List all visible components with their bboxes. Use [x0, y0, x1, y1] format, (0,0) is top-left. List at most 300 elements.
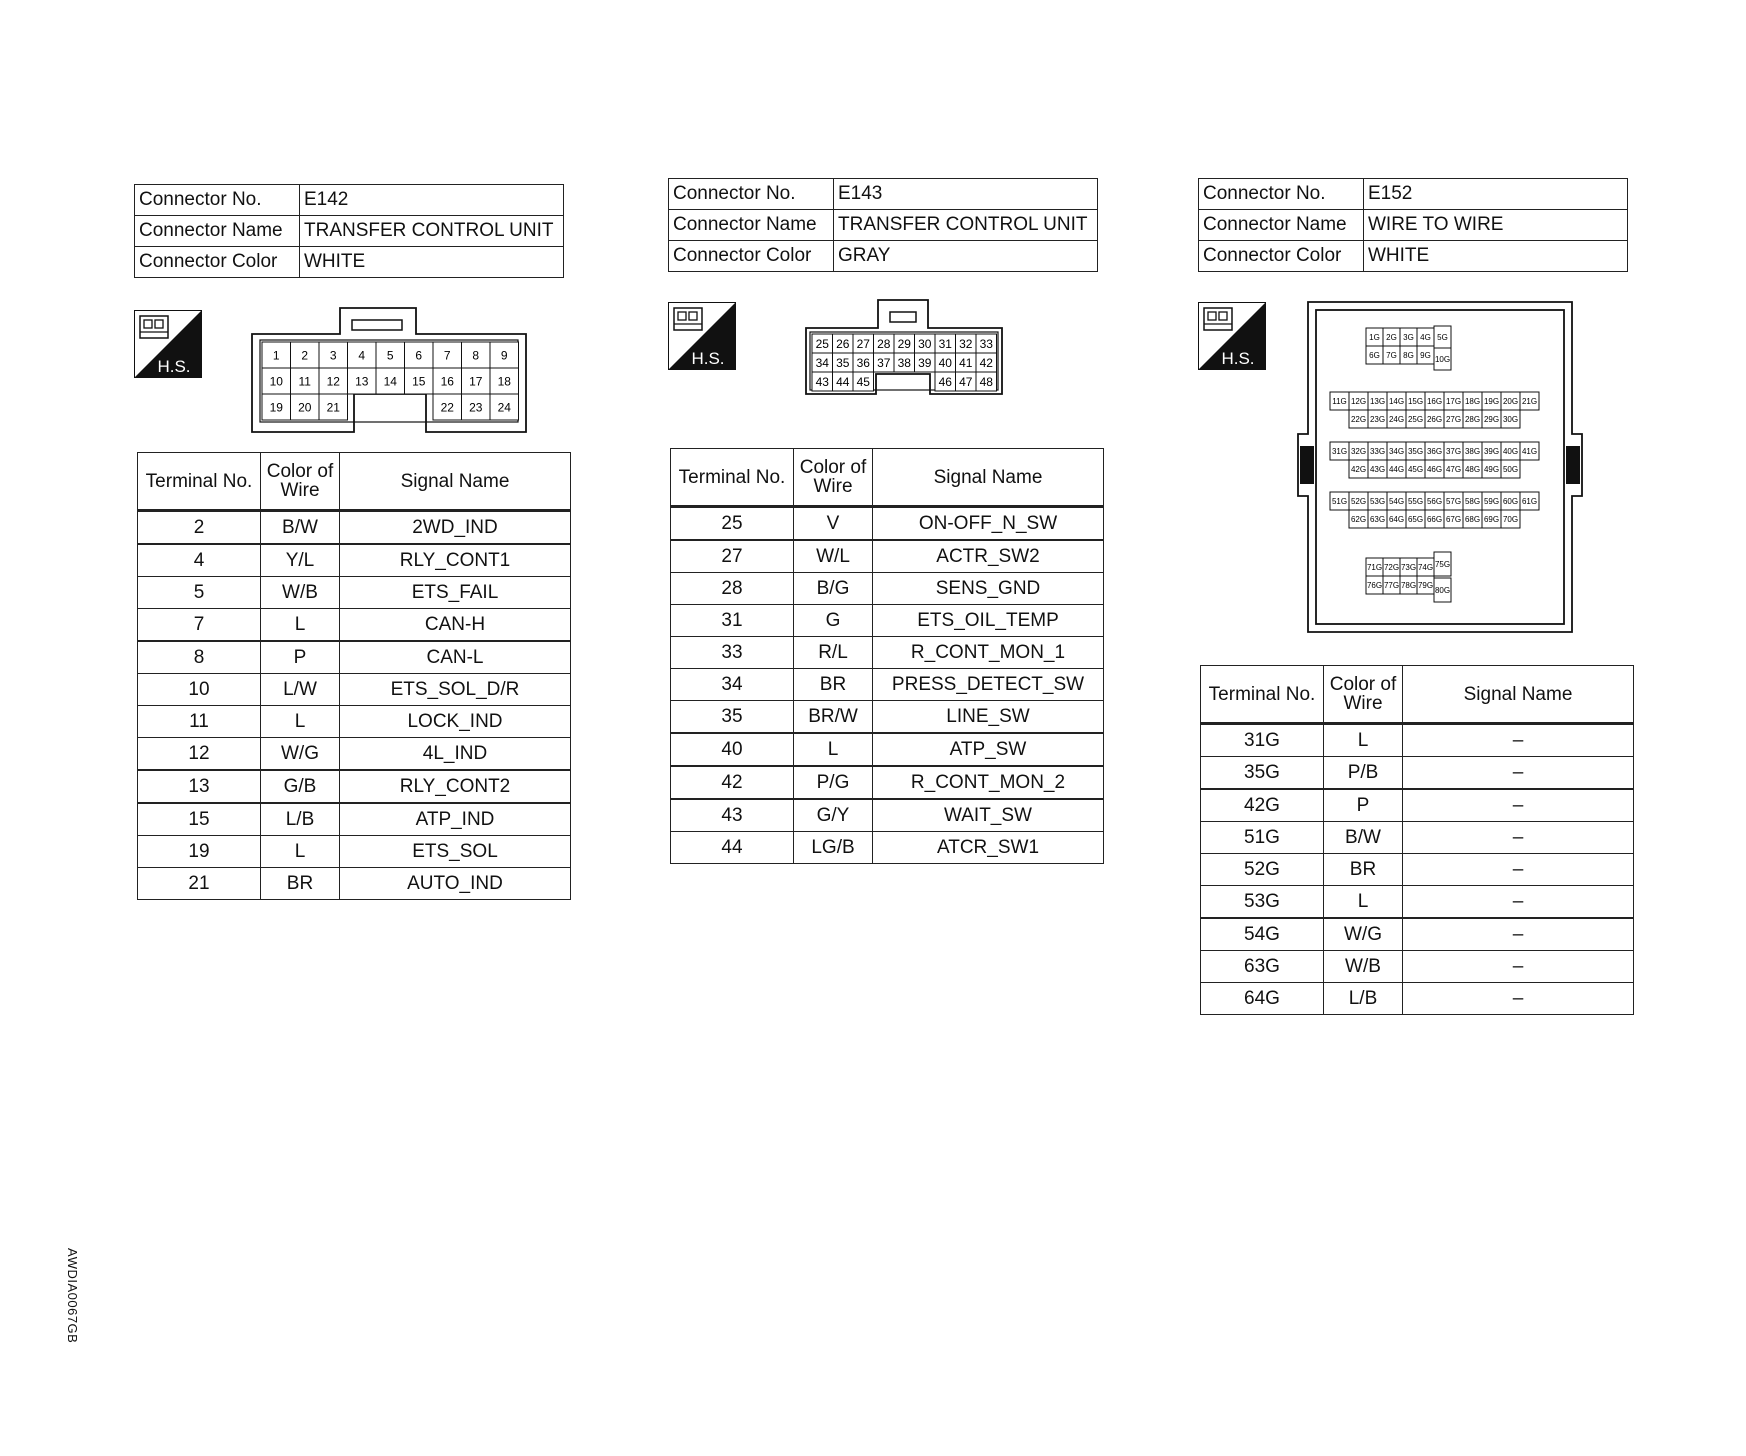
info-value: WHITE [1364, 241, 1628, 272]
wire-color-cell: BR [794, 669, 873, 701]
pin-label: 10G [1434, 354, 1451, 364]
pin-label: 44 [836, 374, 850, 389]
wire-color-cell: L [1324, 724, 1403, 757]
connector-face-e142 [250, 306, 530, 434]
connector-info-e143 [668, 178, 1098, 272]
terminal-cell: 27 [671, 540, 794, 573]
terminal-cell: 19 [138, 836, 261, 868]
pin-label: 37 [877, 355, 891, 370]
table-row [671, 832, 1104, 864]
pin-label: 8 [472, 348, 480, 363]
pin-label: 41G [1521, 446, 1538, 456]
pin-label: 45G [1407, 464, 1424, 474]
pin-label: 30 [918, 336, 932, 351]
info-row [135, 185, 564, 216]
pin-label: 26 [836, 336, 850, 351]
pin-label: 43 [815, 374, 829, 389]
table-row [1201, 918, 1634, 951]
pin-label: 33 [979, 336, 993, 351]
pin-label: 38G [1464, 446, 1481, 456]
signal-name-cell: – [1403, 983, 1634, 1015]
wire-color-cell: B/W [1324, 822, 1403, 854]
terminal-table-e142 [137, 452, 571, 900]
pin-label: 37G [1445, 446, 1462, 456]
pin-label: 35G [1407, 446, 1424, 456]
pin-label: 36G [1426, 446, 1443, 456]
signal-name-cell: – [1403, 822, 1634, 854]
pin-label: 9G [1420, 350, 1431, 360]
hs-label: H.S. [157, 357, 191, 376]
table-row [138, 511, 571, 545]
pin-label: 16G [1426, 396, 1443, 406]
harness-side-icon [134, 310, 202, 378]
terminal-cell: 63G [1201, 951, 1324, 983]
terminal-cell: 33 [671, 637, 794, 669]
wire-color-cell: L [261, 836, 340, 868]
connector-face-e143 [804, 298, 1004, 396]
info-row [1199, 241, 1628, 272]
table-row [671, 637, 1104, 669]
pin-label: 3 [329, 348, 337, 363]
pin-label: 50G [1502, 464, 1519, 474]
pin-label: 54G [1388, 496, 1405, 506]
wire-color-cell: L [1324, 886, 1403, 919]
wire-color-cell: BR [1324, 854, 1403, 886]
pin-label: 59G [1483, 496, 1500, 506]
pin-label: 41 [959, 355, 973, 370]
signal-name-cell: ATP_SW [873, 733, 1104, 766]
pin-label: 79G [1417, 580, 1434, 590]
pin-label: 18G [1464, 396, 1481, 406]
signal-name-cell: 4L_IND [340, 738, 571, 771]
pin-label: 42 [979, 355, 993, 370]
pin-label: 39 [918, 355, 932, 370]
signal-name-cell: – [1403, 789, 1634, 822]
signal-name-cell: CAN-H [340, 609, 571, 642]
terminal-cell: 4 [138, 544, 261, 577]
info-value: WIRE TO WIRE [1364, 210, 1628, 241]
terminal-cell: 35G [1201, 757, 1324, 790]
wire-color-cell: G [794, 605, 873, 637]
pin-label: 4G [1420, 332, 1431, 342]
terminal-cell: 31G [1201, 724, 1324, 757]
wire-color-cell: P [261, 641, 340, 674]
connector-info-e152 [1198, 178, 1628, 272]
wire-color-cell: L/W [261, 674, 340, 706]
info-row [135, 216, 564, 247]
table-header [671, 449, 1104, 507]
pin-label: 77G [1383, 580, 1400, 590]
terminal-cell: 7 [138, 609, 261, 642]
pin-label: 12 [326, 374, 340, 389]
pin-label: 16 [440, 374, 454, 389]
pin-label: 73G [1400, 562, 1417, 572]
pin-label: 17G [1445, 396, 1462, 406]
wire-color-cell: W/B [261, 577, 340, 609]
terminal-cell: 25 [671, 507, 794, 541]
pin-label: 15G [1407, 396, 1424, 406]
terminal-cell: 5 [138, 577, 261, 609]
pin-label: 11G [1332, 396, 1347, 406]
info-value: E152 [1364, 179, 1628, 210]
info-value: TRANSFER CONTROL UNIT [834, 210, 1098, 241]
info-row [1199, 179, 1628, 210]
info-key: Connector No. [669, 179, 834, 210]
wire-color-cell: G/Y [794, 799, 873, 832]
wire-color-cell: W/B [1324, 951, 1403, 983]
info-row [669, 210, 1098, 241]
pin-label: 46 [938, 374, 952, 389]
signal-name-cell: ON-OFF_N_SW [873, 507, 1104, 541]
pin-label: 78G [1400, 580, 1417, 590]
terminal-cell: 52G [1201, 854, 1324, 886]
pin-label: 28 [877, 336, 891, 351]
col-signal: Signal Name [873, 449, 1104, 507]
pin-label: 1G [1369, 332, 1380, 342]
pin-label: 12G [1350, 396, 1367, 406]
pin-label: 24G [1388, 414, 1405, 424]
table-body [138, 511, 571, 900]
terminal-cell: 31 [671, 605, 794, 637]
pin-label: 23 [469, 400, 483, 415]
pin-label: 9 [500, 348, 508, 363]
pin-label: 7 [443, 348, 451, 363]
pin-label: 4 [358, 348, 366, 363]
pin-label: 11 [298, 374, 311, 389]
wire-color-cell: B/W [261, 511, 340, 545]
pin-label: 31 [938, 336, 952, 351]
info-row [669, 179, 1098, 210]
pin-label: 30G [1502, 414, 1519, 424]
pin-label: 1 [272, 348, 280, 363]
pin-label: 55G [1407, 496, 1424, 506]
table-row [671, 573, 1104, 605]
table-row [1201, 789, 1634, 822]
wire-color-cell: W/L [794, 540, 873, 573]
wire-color-cell: W/G [1324, 918, 1403, 951]
table-row [671, 766, 1104, 799]
wire-color-cell: LG/B [794, 832, 873, 864]
info-value: E143 [834, 179, 1098, 210]
pin-label: 57G [1445, 496, 1462, 506]
signal-name-cell: – [1403, 918, 1634, 951]
wire-color-cell: R/L [794, 637, 873, 669]
table-row [138, 544, 571, 577]
table-row [1201, 757, 1634, 790]
col-signal: Signal Name [1403, 666, 1634, 724]
signal-name-cell: RLY_CONT2 [340, 770, 571, 803]
hs-label: H.S. [1221, 349, 1255, 368]
terminal-cell: 42 [671, 766, 794, 799]
col-terminal: Terminal No. [138, 453, 261, 511]
terminal-cell: 64G [1201, 983, 1324, 1015]
pin-label: 8G [1403, 350, 1414, 360]
wire-color-cell: L [794, 733, 873, 766]
pin-label: 23G [1369, 414, 1386, 424]
signal-name-cell: ATCR_SW1 [873, 832, 1104, 864]
pin-label: 66G [1426, 514, 1443, 524]
table-row [138, 836, 571, 868]
signal-name-cell: ACTR_SW2 [873, 540, 1104, 573]
table-row [1201, 983, 1634, 1015]
signal-name-cell: R_CONT_MON_1 [873, 637, 1104, 669]
table-body [671, 507, 1104, 864]
info-key: Connector No. [135, 185, 300, 216]
terminal-cell: 54G [1201, 918, 1324, 951]
table-row [138, 577, 571, 609]
table-row [138, 868, 571, 900]
signal-name-cell: ETS_SOL [340, 836, 571, 868]
table-row [671, 605, 1104, 637]
table-row [138, 770, 571, 803]
signal-name-cell: AUTO_IND [340, 868, 571, 900]
pin-label: 48G [1464, 464, 1481, 474]
pin-label: 27G [1445, 414, 1462, 424]
table-row [138, 706, 571, 738]
table-row [671, 799, 1104, 832]
pin-label: 19G [1483, 396, 1500, 406]
table-row [671, 507, 1104, 541]
pin-label: 64G [1388, 514, 1405, 524]
pin-label: 7G [1386, 350, 1397, 360]
pin-label: 14 [383, 374, 397, 389]
pin-label: 67G [1445, 514, 1462, 524]
signal-name-cell: ATP_IND [340, 803, 571, 836]
pin-label: 75G [1434, 559, 1451, 569]
pin-label: 19 [269, 400, 283, 415]
pin-label: 15 [412, 374, 426, 389]
pin-label: 31G [1331, 446, 1348, 456]
signal-name-cell: WAIT_SW [873, 799, 1104, 832]
wire-color-cell: P [1324, 789, 1403, 822]
pin-label: 26G [1426, 414, 1443, 424]
pin-label: 65G [1407, 514, 1424, 524]
pin-label: 80G [1434, 585, 1451, 595]
pin-label: 35 [836, 355, 850, 370]
terminal-cell: 15 [138, 803, 261, 836]
pin-label: 34G [1388, 446, 1405, 456]
pin-label: 2 [301, 348, 309, 363]
signal-name-cell: – [1403, 886, 1634, 919]
pin-label: 39G [1483, 446, 1500, 456]
pin-label: 61G [1521, 496, 1538, 506]
pin-label: 24 [497, 400, 511, 415]
wire-color-cell: L [261, 609, 340, 642]
signal-name-cell: SENS_GND [873, 573, 1104, 605]
wire-color-cell: G/B [261, 770, 340, 803]
signal-name-cell: – [1403, 854, 1634, 886]
table-body [1201, 724, 1634, 1015]
signal-name-cell: R_CONT_MON_2 [873, 766, 1104, 799]
pin-label: 2G [1386, 332, 1397, 342]
wire-color-cell: L [261, 706, 340, 738]
wire-color-cell: BR [261, 868, 340, 900]
table-row [138, 674, 571, 706]
pin-label: 33G [1369, 446, 1386, 456]
pin-label: 32G [1350, 446, 1367, 456]
pin-label: 6G [1369, 350, 1380, 360]
info-key: Connector Color [669, 241, 834, 272]
signal-name-cell: LOCK_IND [340, 706, 571, 738]
pin-label: 60G [1502, 496, 1519, 506]
pin-label: 72G [1383, 562, 1400, 572]
terminal-cell: 44 [671, 832, 794, 864]
pin-label: 38 [897, 355, 911, 370]
info-key: Connector Name [669, 210, 834, 241]
signal-name-cell: ETS_OIL_TEMP [873, 605, 1104, 637]
pin-label: 53G [1369, 496, 1386, 506]
pin-label: 29 [897, 336, 911, 351]
terminal-cell: 53G [1201, 886, 1324, 919]
table-row [138, 803, 571, 836]
terminal-cell: 42G [1201, 789, 1324, 822]
table-row [138, 609, 571, 642]
info-key: Connector Color [1199, 241, 1364, 272]
pin-label: 40 [938, 355, 952, 370]
table-row [671, 701, 1104, 734]
pin-label: 43G [1369, 464, 1386, 474]
pin-label: 14G [1388, 396, 1405, 406]
figure-code: AWDIA0067GB [65, 1248, 80, 1344]
terminal-cell: 40 [671, 733, 794, 766]
info-value: E142 [300, 185, 564, 216]
terminal-table-e143 [670, 448, 1104, 864]
col-color: Color of Wire [1324, 666, 1403, 724]
pin-label: 51G [1331, 496, 1348, 506]
signal-name-cell: ETS_SOL_D/R [340, 674, 571, 706]
pin-label: 62G [1350, 514, 1367, 524]
table-row [671, 669, 1104, 701]
pin-label: 56G [1426, 496, 1443, 506]
table-header [1201, 666, 1634, 724]
pin-label: 25G [1407, 414, 1424, 424]
table-row [138, 641, 571, 674]
info-key: Connector Name [1199, 210, 1364, 241]
col-terminal: Terminal No. [1201, 666, 1324, 724]
terminal-cell: 2 [138, 511, 261, 545]
wire-color-cell: P/B [1324, 757, 1403, 790]
pin-label: 49G [1483, 464, 1500, 474]
pin-label: 13 [355, 374, 369, 389]
harness-side-icon [668, 302, 736, 370]
table-row [1201, 724, 1634, 757]
pin-label: 21G [1521, 396, 1538, 406]
hs-label: H.S. [691, 349, 725, 368]
table-row [1201, 951, 1634, 983]
terminal-cell: 35 [671, 701, 794, 734]
pin-label: 5G [1437, 332, 1448, 342]
terminal-cell: 8 [138, 641, 261, 674]
terminal-cell: 28 [671, 573, 794, 605]
pin-label: 22 [440, 400, 454, 415]
wire-color-cell: L/B [1324, 983, 1403, 1015]
pin-label: 70G [1502, 514, 1519, 524]
pin-label: 32 [959, 336, 973, 351]
terminal-cell: 12 [138, 738, 261, 771]
terminal-cell: 13 [138, 770, 261, 803]
terminal-cell: 43 [671, 799, 794, 832]
table-row [1201, 822, 1634, 854]
info-key: Connector Name [135, 216, 300, 247]
wire-color-cell: Y/L [261, 544, 340, 577]
wire-color-cell: BR/W [794, 701, 873, 734]
info-value: GRAY [834, 241, 1098, 272]
col-color: Color of Wire [261, 453, 340, 511]
signal-name-cell: PRESS_DETECT_SW [873, 669, 1104, 701]
table-row [671, 540, 1104, 573]
pin-label: 45 [856, 374, 870, 389]
pin-label: 17 [469, 374, 483, 389]
terminal-cell: 10 [138, 674, 261, 706]
table-row [138, 738, 571, 771]
table-row [1201, 886, 1634, 919]
pin-label: 5 [386, 348, 394, 363]
pin-label: 44G [1388, 464, 1405, 474]
table-row [671, 733, 1104, 766]
signal-name-cell: ETS_FAIL [340, 577, 571, 609]
pin-label: 71G [1366, 562, 1383, 572]
pin-label: 76G [1366, 580, 1383, 590]
pin-label: 52G [1350, 496, 1367, 506]
wire-color-cell: W/G [261, 738, 340, 771]
info-row [135, 247, 564, 278]
info-row [669, 241, 1098, 272]
pin-label: 58G [1464, 496, 1481, 506]
signal-name-cell: – [1403, 757, 1634, 790]
pin-label: 40G [1502, 446, 1519, 456]
pin-label: 47G [1445, 464, 1462, 474]
terminal-cell: 34 [671, 669, 794, 701]
pin-label: 68G [1464, 514, 1481, 524]
signal-name-cell: LINE_SW [873, 701, 1104, 734]
pin-label: 18 [497, 374, 511, 389]
harness-side-icon [1198, 302, 1266, 370]
pin-label: 34 [815, 355, 829, 370]
wire-color-cell: L/B [261, 803, 340, 836]
pin-label: 20G [1502, 396, 1519, 406]
col-terminal: Terminal No. [671, 449, 794, 507]
pin-label: 3G [1403, 332, 1414, 342]
connector-face-e152 [1290, 300, 1590, 634]
pin-label: 48 [979, 374, 993, 389]
pin-label: 46G [1426, 464, 1443, 474]
pin-label: 29G [1483, 414, 1500, 424]
terminal-cell: 11 [138, 706, 261, 738]
terminal-table-e152 [1200, 665, 1634, 1015]
pin-label: 42G [1350, 464, 1367, 474]
info-value: TRANSFER CONTROL UNIT [300, 216, 564, 247]
pin-label: 13G [1369, 396, 1386, 406]
pin-label: 28G [1464, 414, 1481, 424]
info-value: WHITE [300, 247, 564, 278]
table-header [138, 453, 571, 511]
pin-label: 74G [1417, 562, 1434, 572]
pin-label: 22G [1350, 414, 1367, 424]
col-signal: Signal Name [340, 453, 571, 511]
terminal-cell: 21 [138, 868, 261, 900]
signal-name-cell: CAN-L [340, 641, 571, 674]
pin-label: 20 [298, 400, 312, 415]
pin-label: 63G [1369, 514, 1386, 524]
info-row [1199, 210, 1628, 241]
pin-label: 69G [1483, 514, 1500, 524]
pin-label: 47 [959, 374, 973, 389]
info-key: Connector Color [135, 247, 300, 278]
pin-label: 21 [326, 400, 340, 415]
pin-label: 36 [856, 355, 870, 370]
terminal-cell: 51G [1201, 822, 1324, 854]
signal-name-cell: RLY_CONT1 [340, 544, 571, 577]
